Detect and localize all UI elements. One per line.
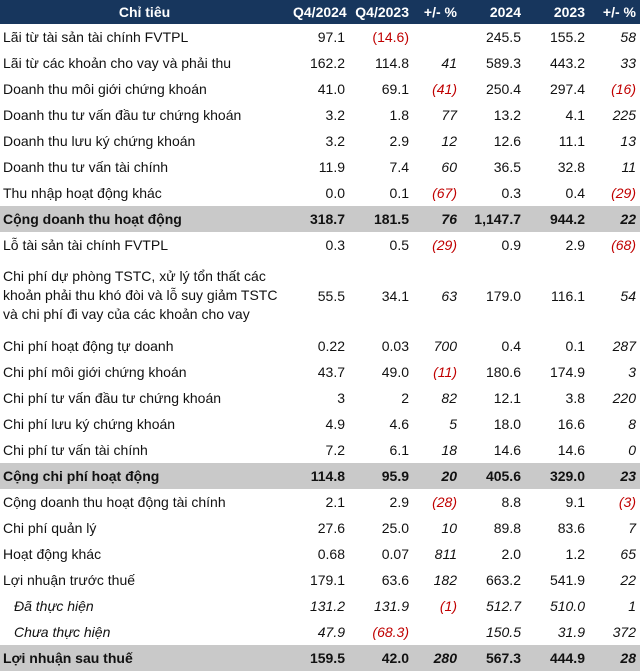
- cell-2024: 12.1: [493, 390, 521, 406]
- cell-q-change: (28): [432, 494, 457, 510]
- cell-q4-2024: 114.8: [310, 468, 345, 484]
- table-row: [0, 102, 640, 128]
- cell-2023: 9.1: [565, 494, 585, 510]
- table-row: [0, 541, 640, 567]
- cell-q4-2024: 162.2: [309, 55, 345, 71]
- row-label: Chi phí hoạt động tự doanh: [3, 338, 174, 354]
- cell-q4-2023: 95.9: [381, 468, 409, 484]
- cell-y-change: 220: [612, 390, 636, 406]
- cell-q-change: 811: [434, 546, 457, 562]
- cell-2024: 150.5: [485, 624, 521, 640]
- row-label: Cộng doanh thu hoạt động tài chính: [3, 494, 226, 510]
- cell-2024: 2.0: [501, 546, 521, 562]
- cell-2023: 944.2: [549, 211, 585, 227]
- row-label: Doanh thu lưu ký chứng khoán: [3, 133, 196, 149]
- cell-q4-2023: (14.6): [372, 29, 409, 45]
- table-row: [0, 50, 640, 76]
- row-label: Doanh thu tư vấn tài chính: [3, 159, 169, 175]
- table-body: [0, 24, 640, 671]
- cell-2023: 2.9: [565, 237, 585, 253]
- cell-q4-2023: 2.9: [389, 494, 409, 510]
- row-label: Lãi từ các khoản cho vay và phải thu: [3, 55, 232, 71]
- row-label: Chi phí môi giới chứng khoán: [3, 364, 187, 380]
- cell-q4-2023: 114.8: [375, 55, 409, 71]
- table-row: [0, 463, 640, 489]
- cell-q-change: 280: [433, 650, 457, 666]
- cell-q4-2024: 41.0: [317, 81, 345, 97]
- cell-y-change: 65: [620, 546, 636, 562]
- row-label: Lãi từ tài sản tài chính FVTPL: [3, 29, 189, 45]
- cell-q4-2023: 2: [401, 390, 409, 406]
- cell-2023: 116.1: [551, 287, 585, 304]
- cell-2023: 443.2: [549, 55, 585, 71]
- cell-q-change: (11): [433, 364, 457, 380]
- row-label: Đã thực hiện: [14, 598, 94, 614]
- header-y-change: +/- %: [602, 4, 636, 20]
- cell-q-change: 63: [441, 287, 457, 304]
- cell-q-change: (29): [432, 237, 457, 253]
- cell-2023: 155.2: [549, 29, 585, 45]
- cell-2023: 541.9: [549, 572, 585, 588]
- cell-q4-2024: 3.2: [325, 133, 345, 149]
- cell-q4-2023: 63.6: [381, 572, 409, 588]
- cell-2024: 36.5: [493, 159, 521, 175]
- cell-2023: 3.8: [565, 390, 585, 406]
- cell-2023: 0.1: [565, 338, 585, 354]
- row-label: Chi phí tư vấn đầu tư chứng khoán: [3, 390, 222, 406]
- header-2023: 2023: [553, 4, 585, 20]
- table-row: [0, 76, 640, 102]
- table-row: [0, 567, 640, 593]
- table-row: [0, 24, 640, 50]
- cell-y-change: 54: [620, 287, 636, 304]
- row-label: Doanh thu môi giới chứng khoán: [3, 81, 207, 97]
- cell-2024: 18.0: [493, 416, 521, 432]
- row-label: Chi phí lưu ký chứng khoán: [3, 416, 176, 432]
- cell-y-change: 13: [620, 133, 636, 149]
- cell-q4-2023: 34.1: [381, 287, 409, 304]
- table-row: [0, 385, 640, 411]
- table-row: [0, 411, 640, 437]
- cell-q4-2024: 7.2: [325, 442, 345, 458]
- cell-q4-2023: 25.0: [381, 520, 409, 536]
- table-row: [0, 359, 640, 385]
- cell-y-change: 28: [620, 650, 636, 666]
- cell-q4-2024: 27.6: [317, 520, 345, 536]
- cell-q4-2024: 47.9: [317, 624, 345, 640]
- cell-q-change: 20: [441, 468, 457, 484]
- header-q4-2023: Q4/2023: [355, 4, 409, 20]
- cell-q4-2023: 181.5: [373, 211, 409, 227]
- cell-y-change: 372: [612, 624, 636, 640]
- cell-y-change: 1: [628, 598, 636, 614]
- cell-q4-2024: 3: [337, 390, 345, 406]
- table-row: [0, 180, 640, 206]
- cell-y-change: 58: [620, 29, 636, 45]
- table-row: [0, 232, 640, 258]
- cell-q4-2023: 7.4: [389, 159, 409, 175]
- cell-q4-2024: 43.7: [317, 364, 345, 380]
- cell-q-change: 76: [441, 211, 457, 227]
- header-q-change: +/- %: [423, 4, 457, 20]
- cell-q4-2023: 0.5: [389, 237, 409, 253]
- cell-2023: 14.6: [557, 442, 585, 458]
- cell-2024: 89.8: [493, 520, 521, 536]
- cell-q4-2024: 3.2: [325, 107, 345, 123]
- cell-q-change: 41: [441, 55, 457, 71]
- cell-2023: 0.4: [565, 185, 585, 201]
- cell-2024: 180.6: [485, 364, 521, 380]
- cell-2024: 0.3: [501, 185, 521, 201]
- cell-y-change: (68): [611, 237, 636, 253]
- cell-2024: 179.0: [485, 287, 521, 304]
- cell-2023: 1.2: [565, 546, 585, 562]
- header-row: [0, 0, 640, 24]
- table-row: [0, 333, 640, 359]
- cell-q-change: 18: [441, 442, 457, 458]
- cell-y-change: 33: [620, 55, 636, 71]
- cell-2023: 297.4: [549, 81, 585, 97]
- table-row: [0, 489, 640, 515]
- row-label: Chưa thực hiện: [14, 624, 111, 640]
- cell-y-change: 225: [612, 107, 636, 123]
- cell-y-change: 3: [628, 364, 636, 380]
- cell-2024: 13.2: [493, 107, 521, 123]
- cell-q4-2024: 0.68: [317, 546, 345, 562]
- cell-q4-2023: 42.0: [381, 650, 409, 666]
- cell-q4-2024: 0.0: [325, 185, 345, 201]
- cell-2023: 83.6: [557, 520, 585, 536]
- cell-q4-2023: 4.6: [389, 416, 409, 432]
- row-label: Doanh thu tư vấn đầu tư chứng khoán: [3, 107, 242, 123]
- cell-q-change: 700: [433, 338, 457, 354]
- cell-y-change: 7: [628, 520, 636, 536]
- cell-2023: 510.0: [549, 598, 585, 614]
- cell-q-change: [413, 24, 461, 50]
- row-label: Lợi nhuận trước thuế: [3, 572, 136, 588]
- cell-q-change: 182: [433, 572, 457, 588]
- cell-y-change: (29): [611, 185, 636, 201]
- row-label: Lỗ tài sản tài chính FVTPL: [3, 237, 168, 253]
- cell-q4-2024: 179.1: [309, 572, 345, 588]
- cell-q4-2023: 0.07: [381, 546, 409, 562]
- cell-y-change: 11: [621, 159, 636, 175]
- cell-q4-2024: 2.1: [325, 494, 345, 510]
- cell-y-change: 22: [620, 211, 636, 227]
- cell-2024: 250.4: [485, 81, 521, 97]
- cell-2024: 0.9: [501, 237, 521, 253]
- cell-2023: 16.6: [557, 416, 585, 432]
- table-row: [0, 154, 640, 180]
- cell-y-change: (16): [611, 81, 636, 97]
- cell-2024: 14.6: [493, 442, 521, 458]
- cell-y-change: 0: [628, 442, 636, 458]
- cell-2023: 329.0: [549, 468, 585, 484]
- cell-q4-2024: 11.9: [318, 159, 345, 175]
- cell-y-change: (3): [618, 494, 636, 510]
- table-row: [0, 593, 640, 619]
- cell-2024: 512.7: [485, 598, 521, 614]
- header-q4-2024: Q4/2024: [293, 4, 347, 20]
- cell-q4-2024: 97.1: [317, 29, 345, 45]
- row-label: Thu nhập hoạt động khác: [3, 185, 162, 201]
- table-row: [0, 619, 640, 645]
- cell-q4-2024: 318.7: [309, 211, 345, 227]
- cell-q4-2023: 0.03: [381, 338, 409, 354]
- cell-q-change: 82: [441, 390, 457, 406]
- cell-2024: 405.6: [485, 468, 521, 484]
- cell-q-change: (67): [432, 185, 457, 201]
- cell-q4-2023: (68.3): [372, 624, 409, 640]
- cell-2024: 567.3: [485, 650, 521, 666]
- table-header: [0, 0, 640, 24]
- cell-y-change: 23: [620, 468, 636, 484]
- cell-2023: 4.1: [565, 107, 585, 123]
- row-label: Chi phí tư vấn tài chính: [3, 442, 148, 458]
- row-label: Hoạt động khác: [3, 546, 102, 562]
- table-row: [0, 258, 640, 333]
- cell-y-change: 287: [612, 338, 636, 354]
- cell-2023: 31.9: [557, 624, 585, 640]
- row-label: Chi phí dự phòng TSTC, xử lý tổn thất các khoản phải thu khó đòi và lỗ suy giảm TSTC và chi phí đi vay của các khoản cho vay: [3, 268, 278, 322]
- cell-q-change: 5: [449, 416, 457, 432]
- cell-q-change: (1): [439, 598, 457, 614]
- table-row: [0, 206, 640, 232]
- cell-q4-2024: 4.9: [325, 416, 345, 432]
- table-row: [0, 515, 640, 541]
- cell-q4-2023: 131.9: [373, 598, 409, 614]
- cell-q4-2023: 6.1: [389, 442, 409, 458]
- cell-q4-2024: 131.2: [309, 598, 345, 614]
- cell-2024: 12.6: [493, 133, 521, 149]
- row-label: Chi phí quản lý: [3, 520, 97, 536]
- cell-q4-2023: 69.1: [381, 81, 409, 97]
- cell-q-change: 10: [441, 520, 457, 536]
- cell-2024: 245.5: [485, 29, 521, 45]
- cell-q-change: 12: [441, 133, 457, 149]
- row-label: Lợi nhuận sau thuế: [3, 650, 133, 666]
- row-label: Cộng chi phí hoạt động: [3, 468, 160, 484]
- cell-2024: 8.8: [501, 494, 521, 510]
- cell-2024: 589.3: [485, 55, 521, 71]
- cell-2023: 32.8: [557, 159, 585, 175]
- cell-q4-2023: 49.0: [381, 364, 409, 380]
- cell-2023: 174.9: [549, 364, 585, 380]
- table-row: [0, 128, 640, 154]
- cell-2023: 11.1: [558, 133, 585, 149]
- cell-2024: 1,147.7: [474, 211, 521, 227]
- cell-q4-2024: 0.3: [325, 237, 345, 253]
- header-indicator: Chỉ tiêu: [118, 4, 171, 20]
- cell-q4-2023: 1.8: [389, 107, 409, 123]
- cell-2024: 663.2: [485, 572, 521, 588]
- cell-y-change: 22: [620, 572, 636, 588]
- header-2024: 2024: [489, 4, 521, 20]
- cell-2023: 444.9: [549, 650, 585, 666]
- cell-q4-2024: 159.5: [309, 650, 345, 666]
- table-row: [0, 645, 640, 671]
- cell-q4-2023: 0.1: [389, 185, 409, 201]
- cell-q-change: 60: [441, 159, 457, 175]
- cell-q4-2023: 2.9: [389, 133, 409, 149]
- cell-q-change: [413, 619, 461, 645]
- cell-2024: 0.4: [501, 338, 521, 354]
- cell-q4-2024: 55.5: [317, 287, 345, 304]
- cell-q-change: (41): [432, 81, 457, 97]
- cell-q4-2024: 0.22: [317, 338, 345, 354]
- cell-q-change: 77: [441, 107, 457, 123]
- cell-y-change: 8: [628, 416, 636, 432]
- table-row: [0, 437, 640, 463]
- row-label: Cộng doanh thu hoạt động: [3, 211, 182, 227]
